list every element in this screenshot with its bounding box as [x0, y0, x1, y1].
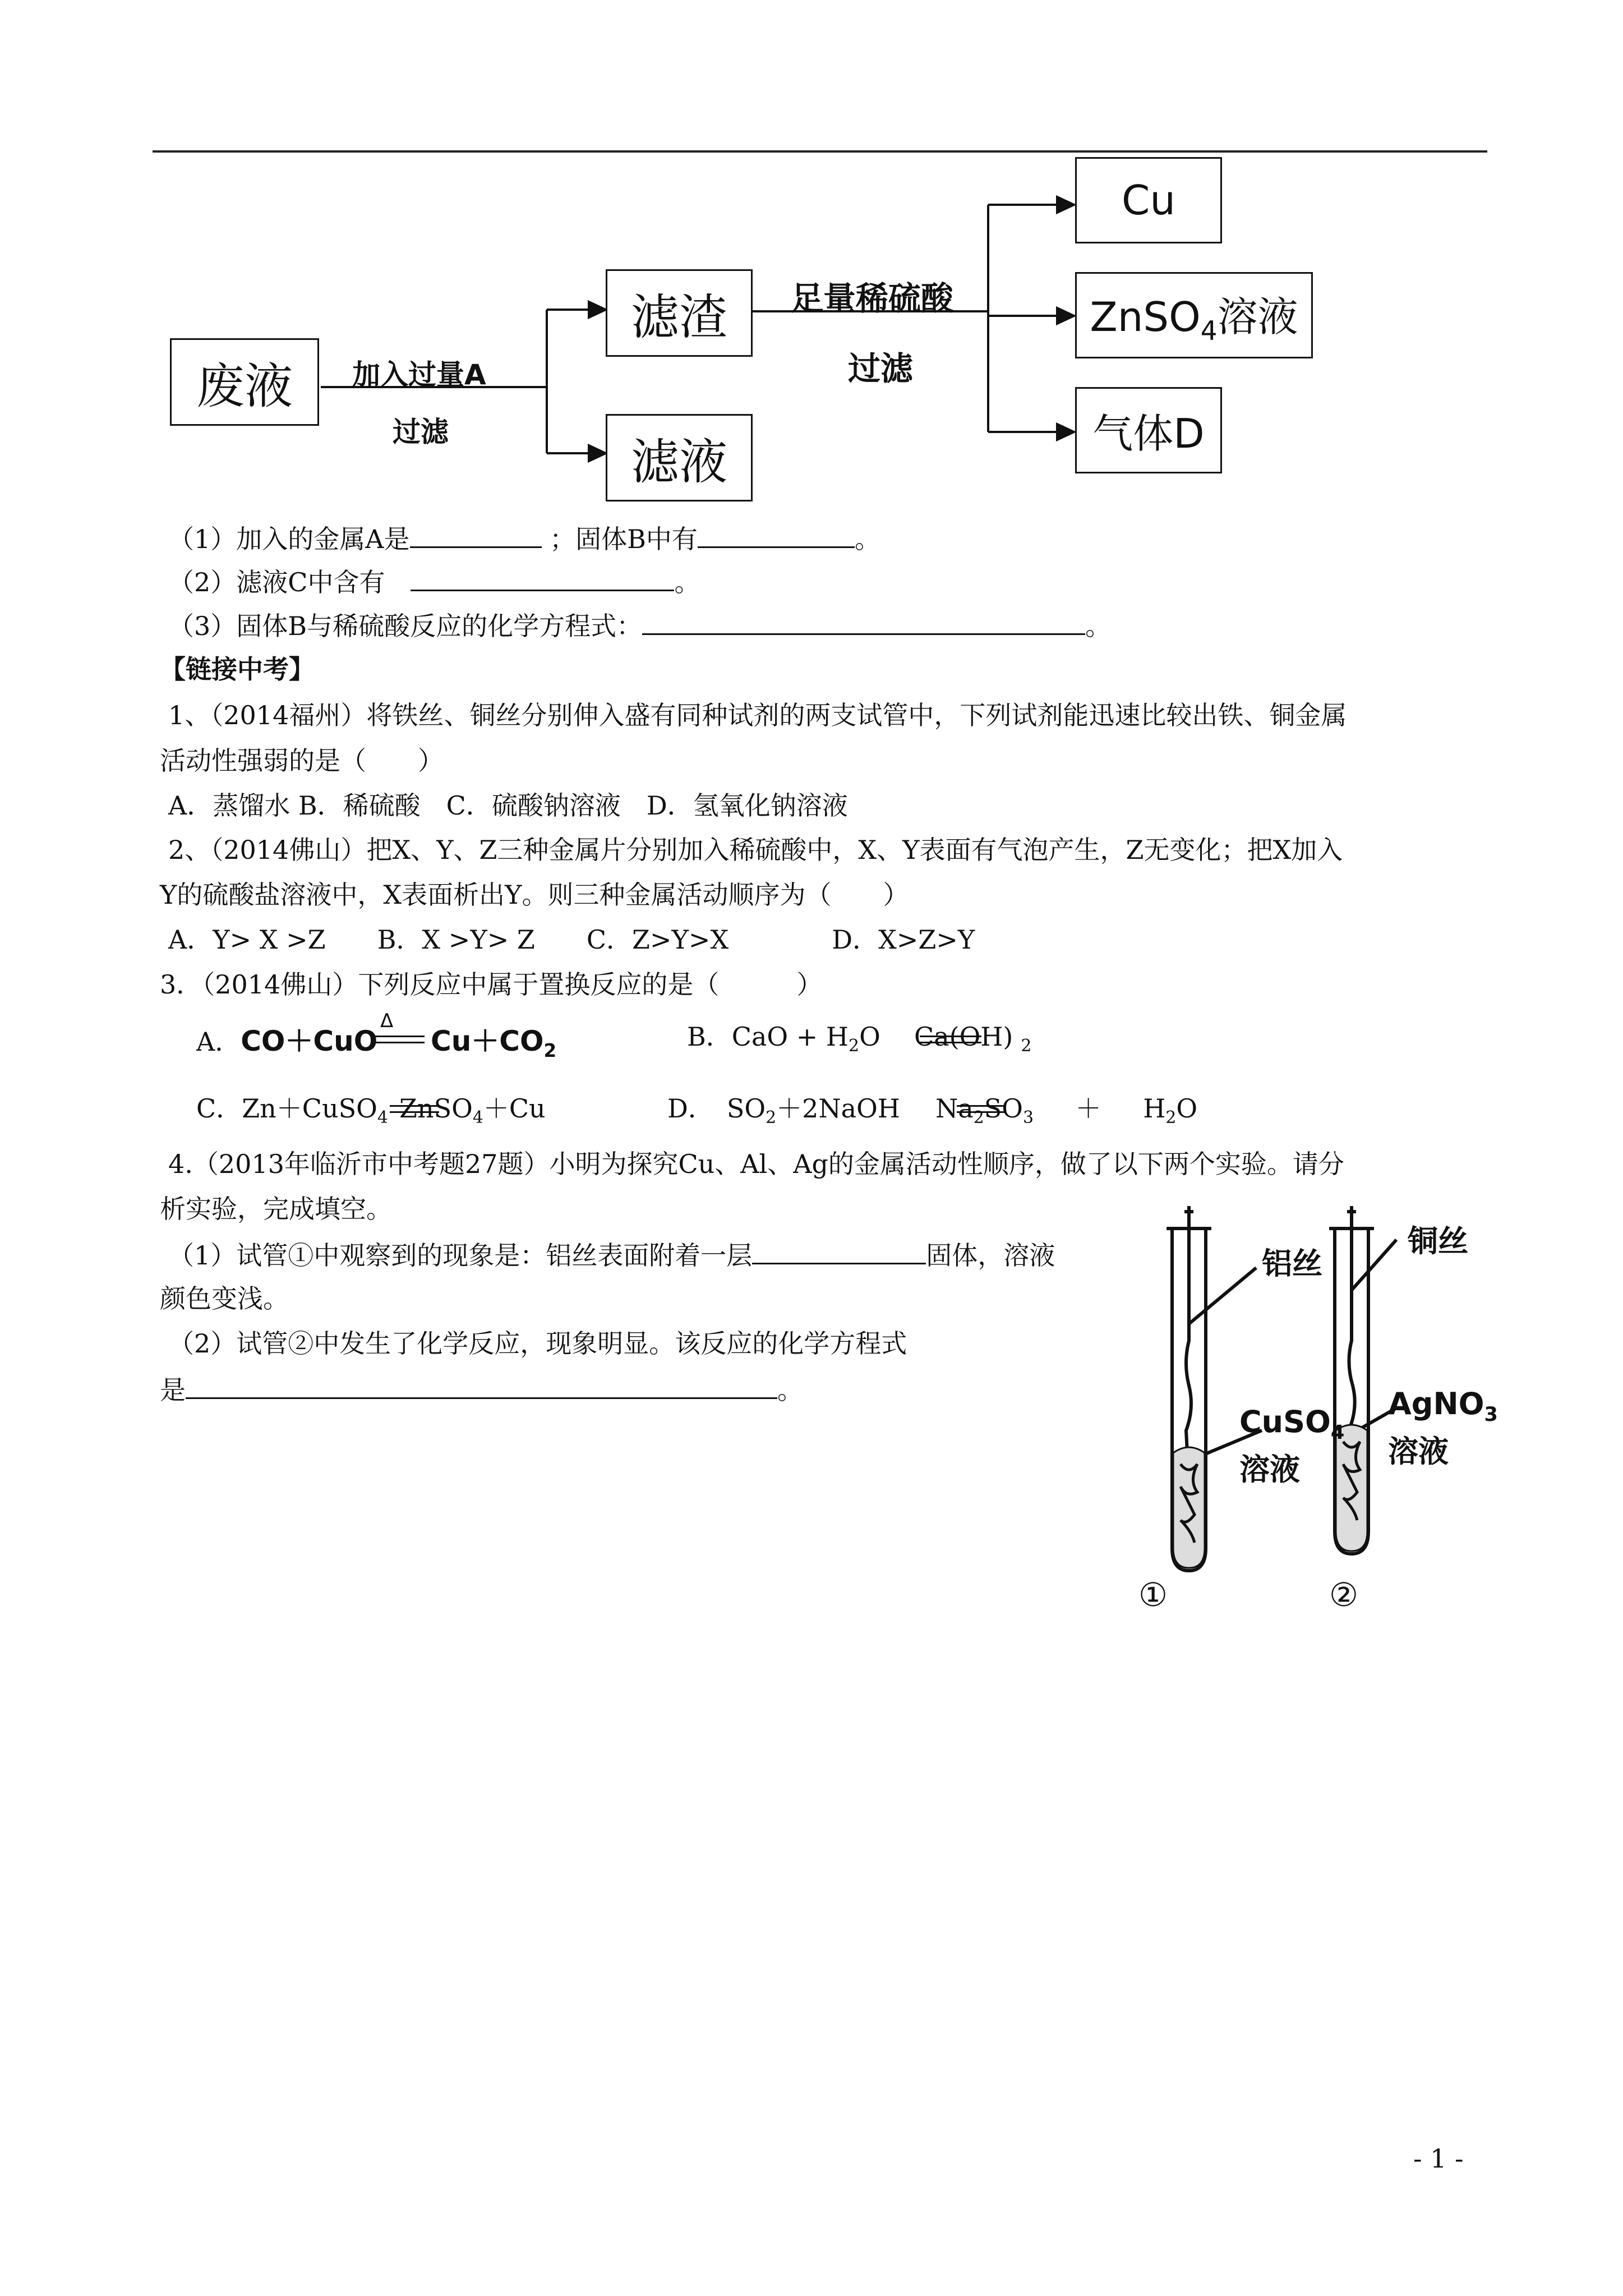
filtrate-label: 滤液 — [631, 434, 727, 490]
waste-box — [170, 338, 319, 426]
problem-1-options: A．蒸馏水 B．稀硫酸 C．硫酸钠溶液 D．氢氧化钠溶液 — [168, 790, 848, 821]
waste-label: 废液 — [196, 358, 293, 415]
question-3: （3）固体B与稀硫酸反应的化学方程式： 。 — [168, 609, 1111, 642]
answer-blank[interactable] — [698, 522, 855, 548]
problem-3-option-c-product: ZnSO$_4$＋Cu — [399, 1093, 546, 1128]
problem-3-option-a: A．CO＋CuO — [196, 1025, 378, 1057]
heat-condition: Δ — [380, 1010, 394, 1032]
cuso4-label: CuSO$_4$ 溶液 — [1239, 1404, 1345, 1487]
answer-blank[interactable] — [752, 1238, 926, 1264]
gas-label: 气体D — [1092, 410, 1205, 457]
cu-box — [1075, 157, 1222, 243]
residue-box — [606, 269, 753, 357]
problem-2-line2: Y的硫酸盐溶液中，X表面析出Y。则三种金属活动顺序为（ ） — [160, 880, 909, 910]
filtrate-box — [606, 414, 753, 501]
problem-3-option-a-right: $Cu+CO_2$ — [431, 1025, 557, 1061]
residue-label: 滤渣 — [631, 289, 727, 346]
page-number: - 1 - — [1413, 2143, 1464, 2174]
section-title: 【链接中考】 — [160, 654, 315, 684]
double-line-sign — [373, 1036, 425, 1043]
answer-blank[interactable] — [186, 1373, 777, 1399]
tube-2-number: ② — [1329, 1576, 1358, 1614]
step2-bottom-label: 过滤 — [848, 349, 914, 388]
step1-bottom-label: 过滤 — [393, 416, 449, 448]
problem-1-line2: 活动性强弱的是（ ） — [160, 746, 444, 776]
cu-label: Cu — [1122, 177, 1175, 224]
step2-top-label: 足量稀硫酸 — [791, 279, 954, 318]
question-2: （2）滤液C中含有 。 — [168, 565, 700, 598]
problem-4-line2: 析实验，完成填空。 — [160, 1194, 392, 1224]
problem-1-line1: 1、（2014福州）将铁丝、铜丝分别伸入盛有同种试剂的两支试管中，下列试剂能迅速比较出铁、铜金属 — [168, 700, 1347, 730]
question-1: （1）加入的金属A是 ；固体B中有 。 — [168, 522, 880, 555]
problem-3-option-d: D． $SO_2+2NaOH$ — [667, 1093, 900, 1128]
answer-blank[interactable] — [411, 565, 674, 591]
tube-1-number: ① — [1138, 1576, 1168, 1614]
gas-box — [1075, 387, 1222, 473]
problem-4-question-1: （1）试管①中观察到的现象是：铝丝表面附着一层 固体，溶液 — [168, 1238, 1055, 1271]
problem-4-line1: 4.（2013年临沂市中考题27题）小明为探究Cu、Al、Ag的金属活动性顺序，做了以下两个实验。请分 — [168, 1149, 1344, 1179]
problem-4-question-2-cont: 是 。 — [160, 1373, 803, 1406]
problem-3-option-b: B．CaO + $H_2O$ — [687, 1022, 880, 1056]
znso4-label: ZnSO$_4$溶液 — [1090, 293, 1298, 347]
znso4-box — [1075, 272, 1313, 358]
problem-3-line1: 3．（2014佛山）下列反应中属于置换反应的是（ ） — [160, 969, 823, 1000]
flow-diagram-lines — [0, 0, 1623, 505]
answer-blank[interactable] — [410, 522, 542, 548]
answer-blank[interactable] — [642, 609, 1085, 635]
problem-2-line1: 2、（2014佛山）把X、Y、Z三种金属片分别加入稀硫酸中，X、Y表面有气泡产生，Z无变化；把X加入 — [168, 835, 1343, 865]
step1-top-label: 加入过量A — [352, 358, 486, 391]
problem-2-options: A．Y> X >Z B．X >Y> Z C．Z>Y>X D．X>Z>Y — [168, 924, 975, 955]
problem-3-option-c: C．Zn＋CuSO$_4$ — [196, 1093, 388, 1128]
problem-3-option-b-product: Ca(OH) $_2$ — [914, 1022, 1032, 1056]
copper-wire-label: 铜丝 — [1408, 1223, 1468, 1259]
aluminum-wire-label: 铝丝 — [1262, 1246, 1322, 1281]
problem-3-option-d-product: $Na_2SO_3 + H_2O$ — [935, 1093, 1198, 1128]
problem-4-question-1-cont: 颜色变浅。 — [160, 1283, 289, 1314]
problem-4-question-2: （2）试管②中发生了化学反应，现象明显。该反应的化学方程式 — [168, 1328, 907, 1359]
agno3-label: AgNO$_3$ 溶液 — [1388, 1386, 1498, 1469]
